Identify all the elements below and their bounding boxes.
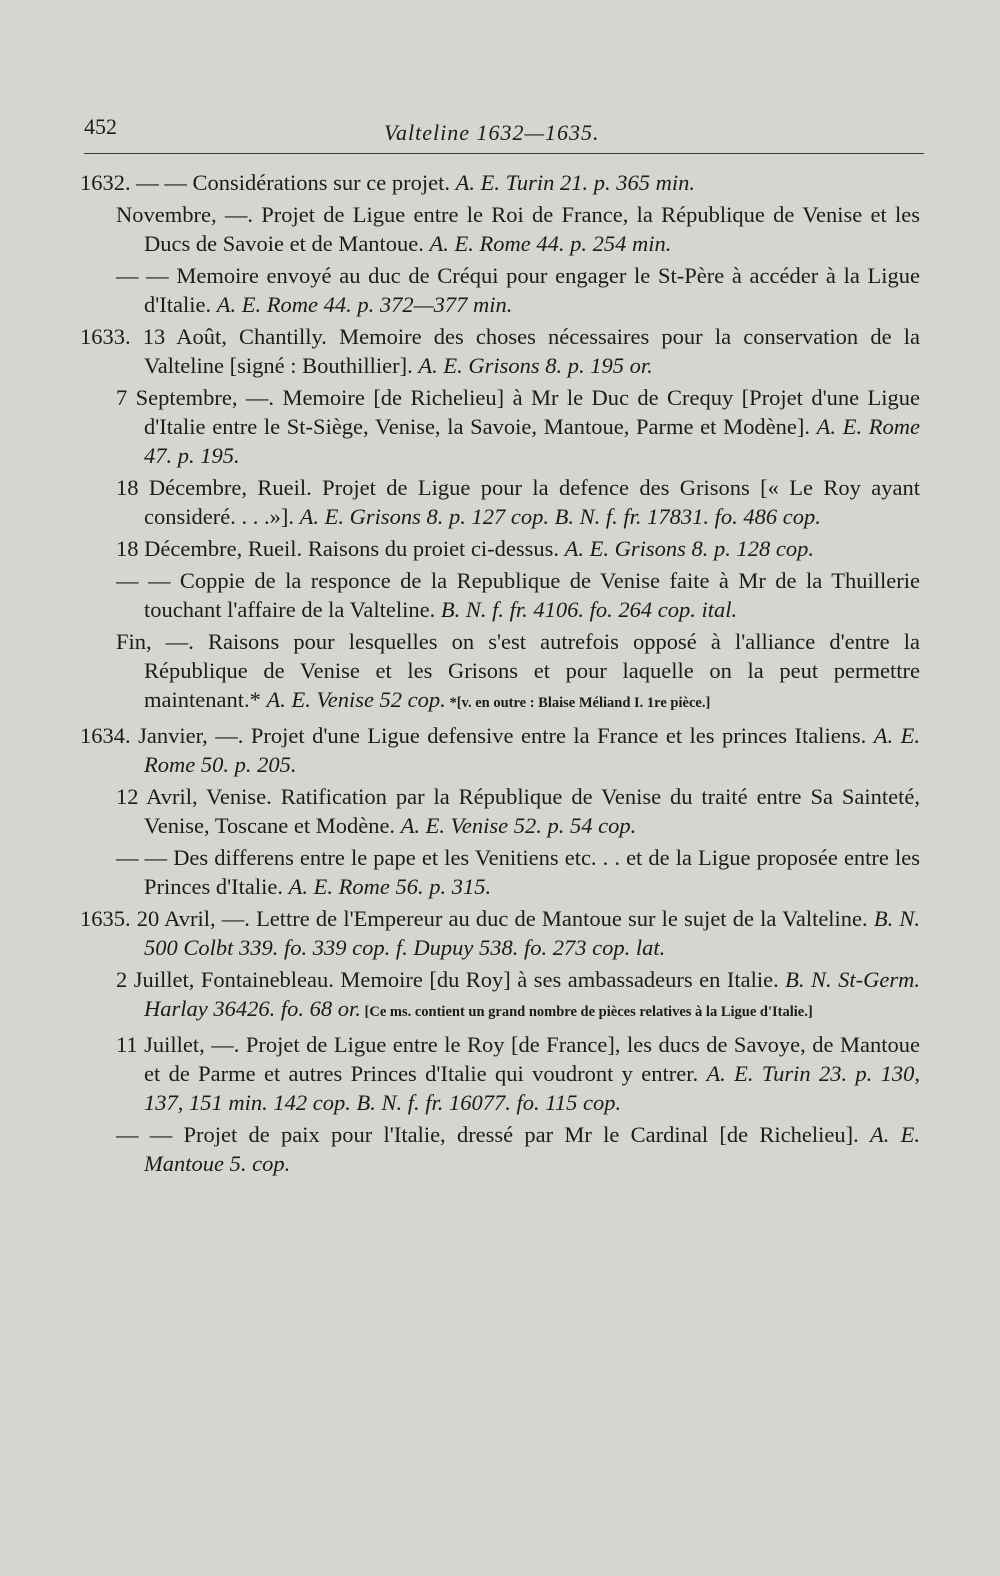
document-body	[80, 168, 920, 1181]
entry-2-juillet: 2 Juillet, Fontainebleau. Memoire [du Roy] à ses ambassadeurs en Italie. B. N. St-Germ. Harlay 36426. fo. 68 or. [Ce ms. contient un grand nombre de pièces relatives à la Ligue d'Italie.]	[116, 967, 920, 1021]
entry-1633-chantilly: 1633. 13 Août, Chantilly. Memoire des choses nécessaires pour la conservation de la Valteline [signé : Bouthillier]. A. E. Grisons 8. p. 195 or.	[80, 324, 920, 378]
entry-7-septembre: 7 Septembre, —. Memoire [de Richelieu] à Mr le Duc de Crequy [Projet d'une Ligue d'Italie entre le St-Siège, Venise, la Savoie, Mantoue, Parme et Modène]. A. E. Rome 47. p. 195.	[116, 385, 921, 468]
entry-novembre: Novembre, —. Projet de Ligue entre le Roi de France, la République de Venise et les Ducs de Savoie et de Mantoue. A. E. Rome 44. p. 254 min.	[116, 202, 920, 256]
entry-18-decembre-raisons: 18 Décembre, Rueil. Raisons du proiet ci-dessus. A. E. Grisons 8. p. 128 cop.	[116, 536, 815, 561]
entry-coppie-responce: — — Coppie de la responce de la Republique de Venise faite à Mr de la Thuillerie touchant l'affaire de la Valteline. B. N. f. fr. 4106. fo. 264 cop. ital.	[116, 568, 921, 622]
entry-differens: — — Des differens entre le pape et les Venitiens etc. . . et de la Ligue proposée entre les Princes d'Italie. A. E. Rome 56. p. 315.	[116, 845, 920, 899]
entry-12-avril: 12 Avril, Venise. Ratification par la République de Venise du traité entre Sa Sainteté, Venise, Toscane et Modène. A. E. Venise 52. p. 54 cop.	[116, 784, 920, 838]
entry-1635-20-avril: 1635. 20 Avril, —. Lettre de l'Empereur au duc de Mantoue sur le sujet de la Valteline. B. N. 500 Colbt 339. fo. 339 cop. f. Dupuy 538. fo. 273 cop. lat.	[80, 906, 920, 960]
header-rule	[84, 153, 924, 154]
page-number: 452	[84, 114, 117, 139]
entry-11-juillet: 11 Juillet, —. Projet de Ligue entre le Roy [de France], les ducs de Savoye, de Mantoue et de Parme et autres Princes d'Italie qui voudront y entrer. A. E. Turin 23. p. 130, 137, 151 min. 142 cop. B. N. f. fr. 16077. fo. 115 cop.	[116, 1032, 920, 1115]
running-title: Valteline 1632—1635.	[384, 120, 600, 145]
entry-18-decembre-projet: 18 Décembre, Rueil. Projet de Ligue pour la defence des Grisons [« Le Roy ayant consideré. . . .»]. A. E. Grisons 8. p. 127 cop. B. N. f. fr. 17831. fo. 486 cop.	[116, 475, 920, 529]
page-header	[84, 114, 924, 154]
entry-1634-janvier: 1634. Janvier, —. Projet d'une Ligue defensive entre la France et les princes Italiens. A. E. Rome 50. p. 205.	[80, 723, 920, 777]
entry-projet-paix: — — Projet de paix pour l'Italie, dressé par Mr le Cardinal [de Richelieu]. A. E. Mantoue 5. cop.	[116, 1122, 920, 1176]
entry-memoire-crequi: — — Memoire envoyé au duc de Créqui pour engager le St-Père à accéder à la Ligue d'Italie. A. E. Rome 44. p. 372—377 min.	[116, 263, 921, 317]
entry-fin: Fin, —. Raisons pour lesquelles on s'est autrefois opposé à l'alliance d'entre la République de Venise et les Grisons et pour laquelle on la peut permettre maintenant.* A. E. Venise 52 cop. *[v. en outre : Blaise Méliand I. 1re pièce.]	[116, 629, 920, 712]
entry-1632-considerations: 1632. — — Considérations sur ce projet. A. E. Turin 21. p. 365 min.	[80, 170, 695, 195]
